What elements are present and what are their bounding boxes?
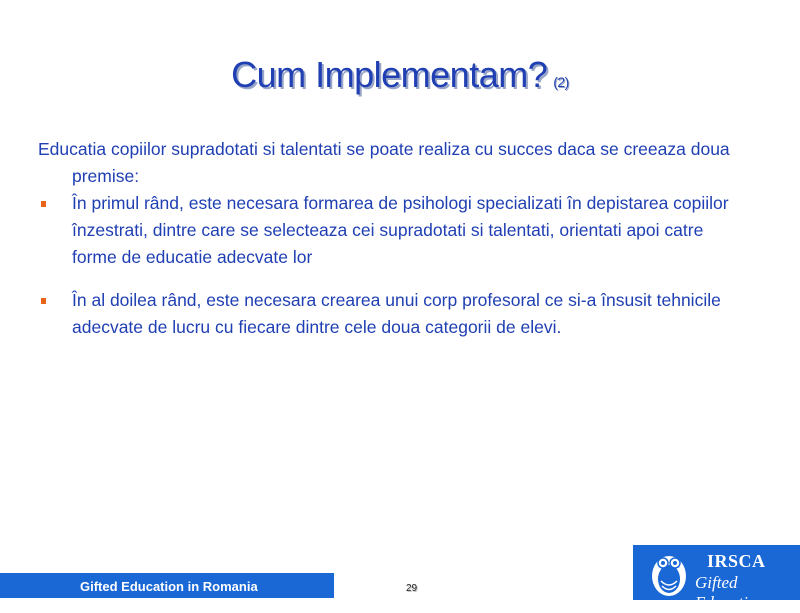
square-bullet-icon — [41, 201, 46, 207]
title-suffix: (2) — [553, 74, 569, 90]
logo-tagline: Gifted Education — [695, 573, 765, 612]
bullet-text: În primul rând, este necesara formarea de psihologi specializati în depistarea copiilor înzestrati, dintre care se selecteaza cei supradotati si talentati, orientati apoi catre forme de educatie adecvate lor — [72, 193, 729, 267]
slide-content — [38, 136, 738, 341]
footer-text: Gifted Education in Romania — [80, 579, 258, 594]
bullet-text: În al doilea rând, este necesara crearea unui corp profesoral ce si-a însusit tehnicile adecvate de lucru cu fiecare dintre cele doua categorii de elevi. — [72, 290, 721, 337]
bullet-item — [38, 287, 738, 341]
square-bullet-icon — [41, 298, 46, 304]
bullet-list — [38, 190, 738, 341]
slide-title — [0, 54, 800, 96]
irsca-logo — [633, 545, 800, 612]
page-number: 29 — [406, 583, 418, 594]
title-text: Cum Implementam? — [231, 54, 548, 95]
bullet-item — [38, 190, 738, 271]
intro-paragraph: Educatia copiilor supradotati si talentati se poate realiza cu succes daca se creeaza doua premise: — [38, 139, 730, 186]
owl-icon — [641, 549, 697, 597]
logo-org-name: IRSCA — [707, 551, 766, 571]
